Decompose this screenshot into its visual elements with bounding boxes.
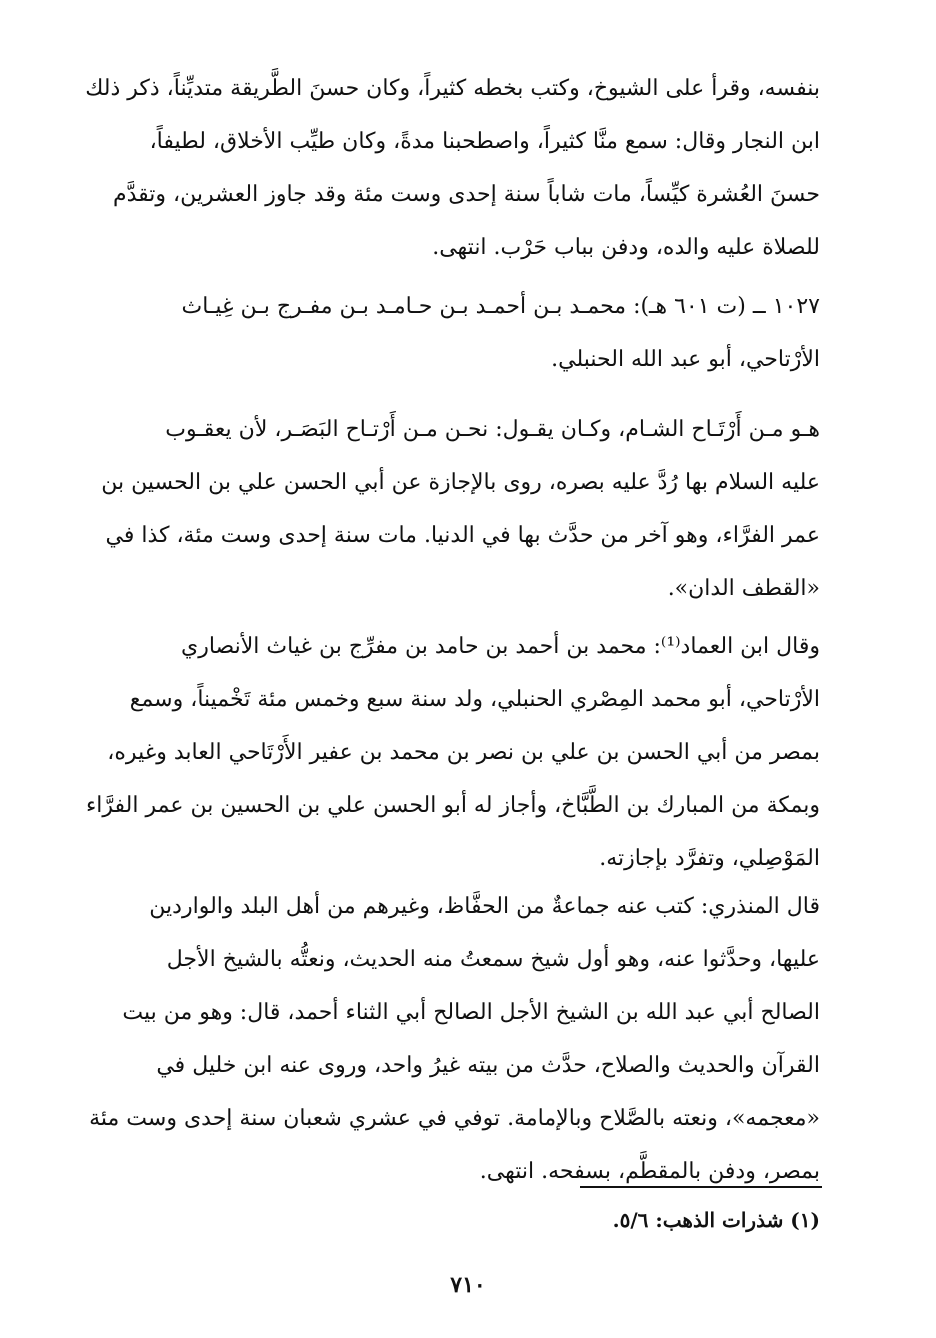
paragraph-4 <box>68 620 820 885</box>
text-line: الصالح أبي عبد الله بن الشيخ الأجل الصالح أبي الثناء أحمد، قال: وهو من بيت <box>122 1000 820 1025</box>
text-line: وبمكة من المبارك بن الطَّبَّاخ، وأجاز له أبو الحسن علي بن الحسين بن عمر الفرَّاء <box>85 793 820 818</box>
text-line: هـو مـن أَرْتَـاح الشـام، وكـان يقـول: نحـن مـن أَرْتـاح البَصَـر، لأن يعقـوب <box>165 417 820 442</box>
text-line: المَوْصِلي، وتفرَّد بإجازته. <box>599 846 820 871</box>
footnote: (١) شذرات الذهب: ٥/٦. <box>612 1208 820 1232</box>
paragraph-5 <box>68 880 820 1198</box>
text-line: حسنَ العُشرة كيِّساً، مات شاباً سنة إحدى وست مئة وقد جاوز العشرين، وتقدَّم <box>113 182 820 207</box>
text-line: «معجمه»، ونعته بالصَّلاح وبالإمامة. توفي في عشري شعبان سنة إحدى وست مئة <box>89 1106 820 1131</box>
text-line: للصلاة عليه والده، ودفن بباب حَرْب. انتهى. <box>432 235 820 260</box>
text-line: الأرْتاحي، أبو محمد المِصْري الحنبلي، ولد سنة سبع وخمس مئة تَخْميناً، وسمع <box>129 687 820 712</box>
text-line: بمصر من أبي الحسن بن علي بن نصر بن محمد بن عفير الأَرْتَاحي العابد وغيره، <box>107 740 820 765</box>
page-number: ٧١٠ <box>450 1272 486 1298</box>
text-line: القرآن والحديث والصلاح، حدَّث من بيته غيرُ واحد، وروى عنه ابن خليل في <box>156 1053 820 1078</box>
entry-title-line: الأرْتاحي، أبو عبد الله الحنبلي. <box>551 347 820 372</box>
text-line: «القطف الدان». <box>667 576 820 601</box>
text-line: ابن النجار وقال: سمع منَّا كثيراً، واصطحبنا مدةً، وكان طيِّب الأخلاق، لطيفاً، <box>149 129 820 154</box>
entry-heading <box>68 280 820 386</box>
paragraph-1 <box>68 62 820 274</box>
text-line: وقال ابن العماد⁽¹⁾: محمد بن أحمد بن حامد بن مفرِّج بن غياث الأنصاري <box>181 634 820 659</box>
text-line: بمصر، ودفن بالمقطَّم، بسفحه. انتهى. <box>479 1159 820 1184</box>
text-line: بنفسه، وقرأ على الشيوخ، وكتب بخطه كثيراً، وكان حسنَ الطَّريقة متديِّناً، ذكر ذلك <box>85 76 820 101</box>
paragraph-3 <box>68 403 820 615</box>
text-line: عمر الفرَّاء، وهو آخر من حدَّث بها في الدنيا. مات سنة إحدى وست مئة، كذا في <box>105 523 820 548</box>
text-line: عليها، وحدَّثوا عنه، وهو أول شيخ سمعتُ منه الحديث، ونعتُّه بالشيخ الأجل <box>166 947 820 972</box>
entry-title-line: ١٠٢٧ ــ (ت ٦٠١ هـ): محمـد بـن أحمـد بـن حـامـد بـن مفـرج بـن غِيـاث <box>181 294 820 319</box>
text-line: عليه السلام بها رُدَّ عليه بصره، روى بالإجازة عن أبي الحسن علي بن الحسين بن <box>101 470 820 495</box>
text-line: قال المنذري: كتب عنه جماعةٌ من الحفَّاظ، وغيرهم من أهل البلد والواردين <box>149 894 820 919</box>
footnote-divider <box>580 1186 822 1188</box>
